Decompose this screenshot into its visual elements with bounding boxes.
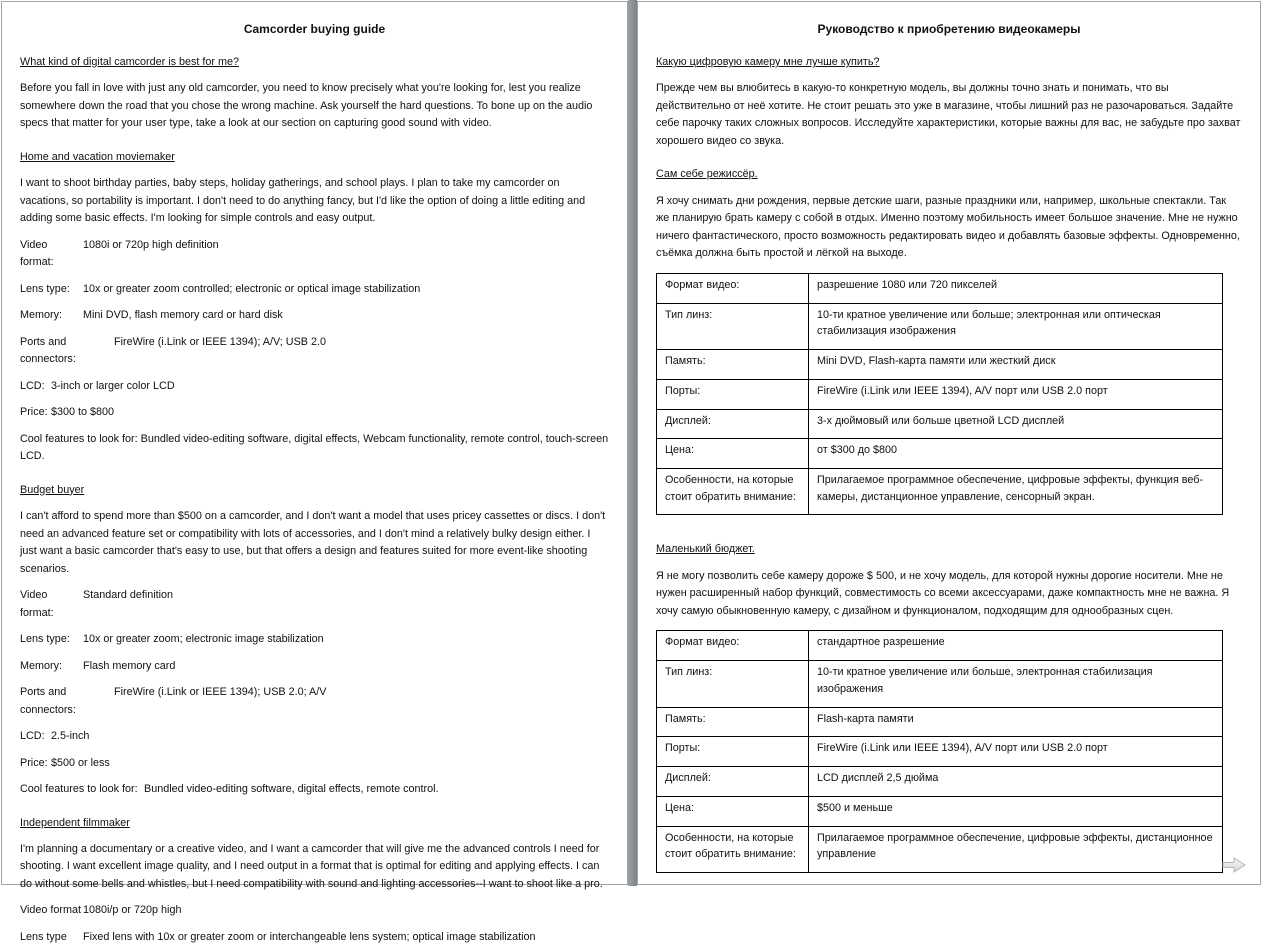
table-cell-value: LCD дисплей 2,5 дюйма [809,767,1223,797]
spec-label: LCD: [20,379,45,392]
table-cell-label: Формат видео: [657,273,809,303]
page-english-content [2,2,627,946]
table-cell-label: Тип линз: [657,303,809,349]
spec-value: FireWire (i.Link or IEEE 1394); USB 2.0; A/V [114,686,327,699]
table-cell-value: FireWire (i.Link или IEEE 1394), A/V порт или USB 2.0 порт [809,737,1223,767]
section-heading-intro-ru: Какую цифровую камеру мне лучше купить? [656,56,880,68]
paragraph-intro-ru: Прежде чем вы влюбитесь в какую-то конкретную модель, вы должны точно знать и понимать, что вы действительно от неё хотите. Не стоит решать это уже в магазине, чтобы лишний раз не разочароваться. Задайте себе парочку таких сложных вопросов. Исследуйте характеристики, которые важны для вас, не забудьте про захват хорошего видео со звука. [656,82,1241,147]
table-cell-label: Память: [657,350,809,380]
spec-row [20,631,609,648]
spec-row [20,404,609,421]
paragraph-budget-ru: Я не могу позволить себе камеру дороже $ 500, и не хочу модель, для которой нужны дорогие носители. Мне не нужен расширенный набор функций, совместимость со всеми аксессуарами, даже компактность мне не важна. Я хочу самую обыкновенную камеру, с дизайном и функционалом, подходящим для однообразных сцен. [656,569,1230,617]
spec-value: $300 to $800 [51,406,115,419]
spec-label: Video format: [20,238,54,269]
spec-row [20,281,609,298]
spec-label: Lens type [20,930,67,943]
table-cell-value: Flash-карта памяти [809,707,1223,737]
section-heading-home-vacation: Home and vacation moviemaker [20,150,175,163]
paragraph-cool-features: Cool features to look for: Bundled video-editing software, digital effects, Webcam functionality, remote control, touch-screen LCD. [20,432,609,463]
table-cell-value: стандартное разрешение [809,631,1223,661]
spec-label: Lens type: [20,282,70,295]
spec-value: 2.5-inch [51,730,90,743]
spec-row [20,755,609,772]
spec-row [20,307,609,324]
table-row [657,468,1223,514]
spec-label: Video format: [20,589,54,619]
table-cell-label: Особенности, на которые стоит обратить внимание: [657,826,809,872]
table-cell-value: Прилагаемое программное обеспечение, цифровые эффекты, функция веб-камеры, дистанционное управление, сенсорный экран. [809,468,1223,514]
spec-value: $500 or less [51,756,110,769]
spec-value: 1080i or 720p high definition [83,238,219,251]
table-cell-label: Дисплей: [657,767,809,797]
table-cell-value: 10-ти кратное увеличение или больше, электронная стабилизация изображения [809,661,1223,707]
table-cell-value: 3-х дюймовый или больше цветной LCD дисплей [809,409,1223,439]
paragraph-home-vacation: I want to shoot birthday parties, baby steps, holiday gatherings, and school plays. I plan to take my camcorder on vacations, so portability is important. I don't need to do anything fancy, but I'd like the option of doing a little editing and adding some basic effects. I'm looking for simple controls and easy output. [20,177,586,225]
spec-value: Fixed lens with 10x or greater zoom or interchangeable lens system; optical image stabilization [83,930,536,943]
spec-row [20,929,609,946]
spec-value: Flash memory card [83,659,176,672]
table-cell-value: разрешение 1080 или 720 пикселей [809,273,1223,303]
section-heading-budget-ru: Маленький бюджет. [656,543,755,556]
page-divider [628,0,637,886]
comparison-table-director [656,273,1223,516]
spec-row [20,334,609,369]
page-russian-content [638,2,1260,873]
spec-label: Memory: [20,659,62,672]
table-cell-label: Дисплей: [657,409,809,439]
paragraph-intro: Before you fall in love with just any old camcorder, you need to know precisely what you're looking for, lest you realize somewhere down the road that you chose the wrong machine. Ask yourself the hard questions. To bone up on the audio specs that matter for your user type, take a look at our section on capturing good sound with video. [20,82,593,130]
page-title: Camcorder buying guide [243,22,386,36]
table-row [657,409,1223,439]
spec-label: Video format [20,904,82,917]
section-heading-independent-filmmaker: Independent filmmaker [20,816,130,829]
section-heading-director-ru: Сам себе режиссёр. [656,168,758,181]
section-heading-budget-buyer: Budget buyer [20,483,85,496]
table-cell-label: Порты: [657,737,809,767]
spec-label: Ports and connectors: [20,686,76,716]
paragraph-independent-filmmaker: I'm planning a documentary or a creative video, and I want a camcorder that will give me the advanced controls I need for shooting. I want excellent image quality, and I need output in a format that is optimal for editing and applying effects. I can do without some bells and whistles, but I need compatibility with sound and lighting accessories--I want to shoot like a pro. [20,842,603,890]
spec-label: Memory: [20,309,62,322]
spec-label: Ports and connectors: [20,335,76,366]
spec-row [20,587,609,622]
table-cell-label: Тип линз: [657,661,809,707]
table-row [657,350,1223,380]
table-cell-value: $500 и меньше [809,796,1223,826]
spec-value: Bundled video-editing software, digital effects, remote control. [144,783,439,796]
spec-value: Mini DVD, flash memory card or hard disk [83,309,283,322]
spec-label: Price: [20,406,48,419]
spec-row [20,684,609,719]
spec-label: LCD: [20,730,45,743]
spec-value: 10x or greater zoom controlled; electronic or optical image stabilization [83,282,421,295]
table-cell-label: Память: [657,707,809,737]
table-cell-label: Цена: [657,796,809,826]
section-heading-intro: What kind of digital camcorder is best for me? [20,56,240,68]
next-page-arrow-icon[interactable] [1222,856,1246,874]
paragraph-budget-buyer: I can't afford to spend more than $500 on a camcorder, and I don't want a model that uses pricey cassettes or discs. I don't need an advanced feature set or compatibility with lots of accessories, and I don't mind a relatively bulky design either. I just want a basic camcorder that's easy to use, but that offers a design and features suited for more event-like shooting scenarios. [20,510,606,575]
table-row [657,631,1223,661]
table-cell-value: Прилагаемое программное обеспечение, цифровые эффекты, дистанционное управление [809,826,1223,872]
spec-label: Lens type: [20,633,70,646]
table-cell-value: от $300 до $800 [809,439,1223,469]
table-row [657,661,1223,707]
page-title: Руководство к приобретению видеокамеры [817,22,1081,36]
spec-row [20,237,609,272]
spec-value: 10x or greater zoom; electronic image stabilization [83,633,324,646]
table-cell-value: Mini DVD, Flash-карта памяти или жесткий диск [809,350,1223,380]
comparison-table-budget [656,630,1223,873]
table-cell-label: Формат видео: [657,631,809,661]
table-row [657,303,1223,349]
paragraph-director-ru: Я хочу снимать дни рождения, первые детские шаги, разные праздники или, например, школьные спектакли. Так же планирую брать камеру с собой в отдых. Именно поэтому мобильность имеет большое значение. Мне не нужно ничего фантастического, просто возможность редактировать видео и добавлять базовые эффекты. Одновременно, съёмка должна быть простой и лёгкой на выходе. [656,194,1240,260]
table-row [657,796,1223,826]
spec-label: Cool features to look for: [20,783,138,796]
table-cell-label: Особенности, на которые стоит обратить внимание: [657,468,809,514]
table-cell-label: Порты: [657,379,809,409]
table-cell-value: 10-ти кратное увеличение или больше; электронная или оптическая стабилизация изображения [809,303,1223,349]
spec-value: 3-inch or larger color LCD [51,379,175,392]
table-row [657,737,1223,767]
table-row [657,767,1223,797]
spec-value: 1080i/p or 720p high [83,904,182,917]
spec-row [20,658,609,675]
table-cell-value: FireWire (i.Link или IEEE 1394), A/V порт или USB 2.0 порт [809,379,1223,409]
table-cell-label: Цена: [657,439,809,469]
spec-value: Standard definition [83,589,174,602]
spec-label: Price: [20,756,48,769]
page-english [1,1,628,943]
spec-row [20,728,609,745]
spec-row-cool-features [20,781,609,798]
spec-row [20,378,609,395]
spec-value: FireWire (i.Link or IEEE 1394); A/V; USB 2.0 [114,335,327,348]
table-row [657,707,1223,737]
table-row [657,826,1223,872]
table-row [657,379,1223,409]
table-row [657,273,1223,303]
table-row [657,439,1223,469]
page-russian [637,1,1261,885]
spec-row [20,902,609,919]
